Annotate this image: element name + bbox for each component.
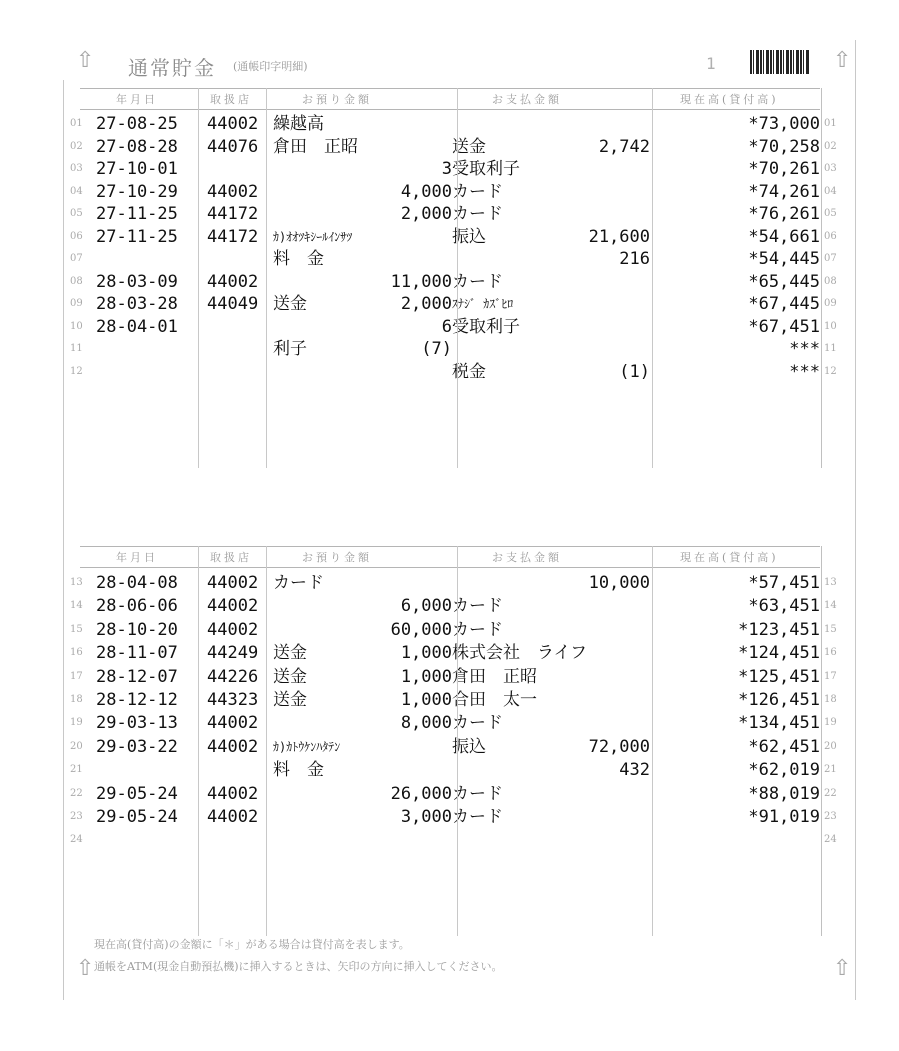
line-number-right: 12 — [824, 365, 837, 377]
line-number-right: 02 — [824, 140, 837, 152]
balance-amount: *124,451 — [738, 643, 820, 664]
transaction-row — [0, 158, 899, 180]
line-number-right: 24 — [824, 834, 837, 846]
column-header-deposit: お預り金額 — [302, 551, 372, 564]
transaction-row — [0, 361, 899, 383]
transaction-row — [0, 736, 899, 758]
entry-memo: 利子 — [273, 339, 307, 359]
line-number-right: 09 — [824, 298, 837, 309]
transaction-row — [0, 666, 899, 688]
line-number-column — [821, 546, 822, 936]
deposit-amount: 2,000 — [400, 294, 452, 314]
entry-description: 受取利子 — [452, 159, 520, 179]
entry-date: 27-08-28 — [96, 136, 178, 157]
line-number: 04 — [70, 185, 83, 197]
balance-amount: *91,019 — [748, 807, 820, 827]
transaction-row — [0, 829, 899, 851]
entry-description: 送金 — [452, 136, 486, 157]
line-number-right: 06 — [824, 230, 837, 242]
entry-memo: ｶ)ｵｵﾂｷｼｰﾙｲﾝｻﾂ — [273, 229, 353, 244]
branch-code: 44049 — [207, 294, 259, 314]
branch-code: 44002 — [207, 736, 259, 757]
balance-amount: *134,451 — [738, 713, 820, 734]
column-header-deposit: お預り金額 — [302, 93, 372, 106]
deposit-amount: 1,000 — [400, 690, 452, 710]
branch-code: 44002 — [207, 181, 259, 202]
line-number-right: 05 — [824, 208, 837, 219]
entry-memo: 送金 — [273, 294, 307, 314]
passbook-subtitle: (通帳印字明細) — [233, 60, 308, 73]
entry-memo: カード — [273, 573, 324, 593]
line-number-right: 23 — [824, 811, 837, 822]
entry-description: カード — [452, 783, 503, 804]
withdrawal-amount: 10,000 — [588, 573, 650, 593]
column-divider — [457, 88, 458, 468]
entry-memo: 送金 — [273, 666, 307, 687]
line-number: 01 — [70, 118, 83, 129]
column-divider — [457, 546, 458, 936]
entry-date: 27-08-25 — [96, 114, 178, 134]
balance-amount: *57,451 — [748, 573, 820, 593]
transaction-row — [0, 572, 899, 594]
entry-memo: 送金 — [273, 690, 307, 710]
entry-date: 27-10-01 — [96, 159, 178, 179]
deposit-amount: (7) — [421, 339, 452, 359]
column-divider — [266, 546, 267, 936]
insert-arrow-icon: ⇧ — [833, 48, 852, 73]
line-number-right: 22 — [824, 787, 837, 799]
transaction-row — [0, 783, 899, 805]
line-number-right: 08 — [824, 275, 837, 287]
branch-code: 44002 — [207, 783, 259, 804]
entry-date: 28-11-07 — [96, 643, 178, 664]
deposit-amount: 1,000 — [400, 666, 452, 687]
withdrawal-amount: 216 — [619, 249, 650, 269]
entry-description: 振込 — [452, 736, 486, 757]
line-number-right: 10 — [824, 320, 837, 332]
line-number: 15 — [70, 623, 83, 635]
entry-date: 28-04-01 — [96, 316, 178, 337]
branch-code: 44249 — [207, 643, 259, 664]
balance-amount: *70,261 — [748, 159, 820, 179]
deposit-amount: 8,000 — [400, 713, 452, 734]
branch-code: 44172 — [207, 226, 259, 247]
branch-code: 44226 — [207, 666, 259, 687]
transaction-row — [0, 689, 899, 711]
column-header-balance: 現在高(貸付高) — [680, 93, 779, 106]
transaction-row — [0, 806, 899, 828]
column-header-row — [80, 546, 820, 568]
balance-amount: *62,451 — [748, 736, 820, 757]
transaction-row — [0, 338, 899, 360]
column-header-date: 年月日 — [116, 551, 158, 564]
column-header-withdrawal: お支払金額 — [492, 93, 562, 106]
line-number: 17 — [70, 670, 83, 682]
branch-code: 44002 — [207, 573, 259, 593]
deposit-amount: 60,000 — [390, 619, 452, 640]
branch-code: 44002 — [207, 619, 259, 640]
insert-arrow-icon: ⇧ — [833, 956, 852, 981]
withdrawal-amount: 21,600 — [588, 226, 650, 247]
transaction-row — [0, 293, 899, 315]
balance-amount: *63,451 — [748, 596, 820, 617]
entry-date: 27-10-29 — [96, 181, 178, 202]
transaction-row — [0, 181, 899, 203]
branch-code: 44002 — [207, 807, 259, 827]
transaction-row — [0, 316, 899, 338]
column-header-date: 年月日 — [116, 93, 158, 106]
column-header-withdrawal: お支払金額 — [492, 551, 562, 564]
entry-date: 28-10-20 — [96, 619, 178, 640]
column-divider — [652, 546, 653, 936]
line-number-right: 20 — [824, 740, 837, 752]
entry-memo: 料 金 — [273, 760, 324, 781]
line-number-right: 15 — [824, 623, 837, 635]
branch-code: 44002 — [207, 271, 259, 292]
column-header-branch: 取扱店 — [210, 551, 252, 564]
entry-date: 29-03-22 — [96, 736, 178, 757]
line-number-right: 13 — [824, 577, 837, 588]
line-number-right: 19 — [824, 717, 837, 729]
transaction-row — [0, 271, 899, 293]
transaction-row — [0, 595, 899, 617]
entry-description: カード — [452, 713, 503, 734]
line-number-right: 03 — [824, 163, 837, 174]
balance-amount: *67,445 — [748, 294, 820, 314]
balance-amount: *126,451 — [738, 690, 820, 710]
column-divider — [198, 546, 199, 936]
line-number-right: 11 — [824, 343, 837, 354]
deposit-amount: 6 — [441, 316, 452, 337]
branch-code: 44323 — [207, 690, 259, 710]
entry-description: カード — [452, 807, 503, 827]
entry-date: 28-03-09 — [96, 271, 178, 292]
balance-amount: *76,261 — [748, 204, 820, 224]
entry-memo: 繰越高 — [273, 114, 324, 134]
balance-amount: *62,019 — [748, 760, 820, 781]
entry-date: 28-04-08 — [96, 573, 178, 593]
entry-memo: 送金 — [273, 643, 307, 664]
balance-amount: *70,258 — [748, 136, 820, 157]
entry-description: 受取利子 — [452, 316, 520, 337]
entry-memo: 料 金 — [273, 249, 324, 269]
line-number-right: 04 — [824, 185, 837, 197]
deposit-amount: 4,000 — [400, 181, 452, 202]
entry-date: 28-06-06 — [96, 596, 178, 617]
balance-amount: *88,019 — [748, 783, 820, 804]
entry-date: 27-11-25 — [96, 226, 178, 247]
insert-arrow-icon: ⇧ — [76, 956, 95, 981]
transaction-row — [0, 226, 899, 248]
entry-description: 株式会社 ライフ — [452, 643, 587, 664]
line-number: 22 — [70, 787, 83, 799]
entry-date: 29-05-24 — [96, 783, 178, 804]
line-number-right: 16 — [824, 647, 837, 659]
branch-code: 44076 — [207, 136, 259, 157]
entry-description: カード — [452, 596, 503, 617]
entry-date: 29-03-13 — [96, 713, 178, 734]
line-number: 21 — [70, 764, 83, 776]
column-divider — [652, 88, 653, 468]
entry-description: 振込 — [452, 226, 486, 247]
deposit-amount: 3,000 — [400, 807, 452, 827]
entry-description: カード — [452, 271, 503, 292]
line-number: 24 — [70, 834, 83, 846]
footer-note-2: 通帳をATM(現金自動預払機)に挿入するときは、矢印の方向に挿入してください。 — [94, 960, 503, 973]
line-number: 20 — [70, 740, 83, 752]
line-number-right: 07 — [824, 253, 837, 264]
entry-description: カード — [452, 181, 503, 202]
entry-description: 倉田 正昭 — [452, 666, 537, 687]
balance-amount: *123,451 — [738, 619, 820, 640]
entry-date: 28-12-12 — [96, 690, 178, 710]
deposit-amount: 6,000 — [400, 596, 452, 617]
balance-amount: *** — [789, 361, 820, 382]
balance-amount: *67,451 — [748, 316, 820, 337]
line-number-right: 18 — [824, 694, 837, 705]
branch-code: 44002 — [207, 596, 259, 617]
transaction-row — [0, 203, 899, 225]
line-number-column — [821, 88, 822, 468]
withdrawal-amount: 2,742 — [598, 136, 650, 157]
line-number: 05 — [70, 208, 83, 219]
balance-amount: *54,445 — [748, 249, 820, 269]
page-number: 1 — [706, 54, 716, 73]
column-header-branch: 取扱店 — [210, 93, 252, 106]
deposit-amount: 11,000 — [390, 271, 452, 292]
line-number: 23 — [70, 811, 83, 822]
entry-description: ｽﾅｼﾞ ｶｽﾞﾋﾛ — [452, 297, 514, 311]
withdrawal-amount: (1) — [619, 361, 650, 382]
transaction-row — [0, 619, 899, 641]
line-number: 06 — [70, 230, 83, 242]
deposit-amount: 3 — [441, 159, 452, 179]
line-number: 13 — [70, 577, 83, 588]
transaction-row — [0, 759, 899, 781]
column-header-balance: 現在高(貸付高) — [680, 551, 779, 564]
line-number: 09 — [70, 298, 83, 309]
transaction-row — [0, 113, 899, 135]
transaction-row — [0, 136, 899, 158]
balance-amount: *73,000 — [748, 114, 820, 134]
balance-amount: *** — [789, 339, 820, 359]
deposit-amount: 2,000 — [400, 204, 452, 224]
column-header-row — [80, 88, 820, 110]
entry-date: 27-11-25 — [96, 204, 178, 224]
passbook-title: 通常貯金 — [128, 56, 216, 80]
line-number: 11 — [70, 343, 83, 354]
transaction-row — [0, 248, 899, 270]
transaction-row — [0, 642, 899, 664]
entry-memo: 倉田 正昭 — [273, 136, 358, 157]
withdrawal-amount: 432 — [619, 760, 650, 781]
balance-amount: *74,261 — [748, 181, 820, 202]
deposit-amount: 26,000 — [390, 783, 452, 804]
transaction-row — [0, 712, 899, 734]
entry-date: 29-05-24 — [96, 807, 178, 827]
balance-amount: *54,661 — [748, 226, 820, 247]
entry-description: カード — [452, 619, 503, 640]
line-number-right: 17 — [824, 670, 837, 682]
balance-amount: *65,445 — [748, 271, 820, 292]
line-number: 07 — [70, 253, 83, 264]
line-number: 08 — [70, 275, 83, 287]
line-number: 02 — [70, 140, 83, 152]
line-number-right: 21 — [824, 764, 837, 776]
line-number: 10 — [70, 320, 83, 332]
entry-date: 28-12-07 — [96, 666, 178, 687]
branch-code: 44172 — [207, 204, 259, 224]
line-number: 16 — [70, 647, 83, 659]
barcode — [750, 50, 810, 74]
balance-amount: *125,451 — [738, 666, 820, 687]
column-divider — [266, 88, 267, 468]
branch-code: 44002 — [207, 114, 259, 134]
branch-code: 44002 — [207, 713, 259, 734]
withdrawal-amount: 72,000 — [588, 736, 650, 757]
entry-date: 28-03-28 — [96, 294, 178, 314]
line-number: 19 — [70, 717, 83, 729]
line-number: 14 — [70, 600, 83, 612]
line-number: 18 — [70, 694, 83, 705]
line-number-right: 14 — [824, 600, 837, 612]
line-number: 03 — [70, 163, 83, 174]
footer-note-1: 現在高(貸付高)の金額に「＊」がある場合は貸付高を表します。 — [94, 938, 410, 951]
entry-memo: ｶ)ｶﾄｳｹﾝﾊﾀﾃﾝ — [273, 739, 341, 754]
entry-description: カード — [452, 204, 503, 224]
entry-description: 税金 — [452, 361, 486, 382]
column-divider — [198, 88, 199, 468]
entry-description: 合田 太一 — [452, 690, 537, 710]
line-number: 12 — [70, 365, 83, 377]
line-number-right: 01 — [824, 118, 837, 129]
deposit-amount: 1,000 — [400, 643, 452, 664]
insert-arrow-icon: ⇧ — [76, 48, 95, 73]
